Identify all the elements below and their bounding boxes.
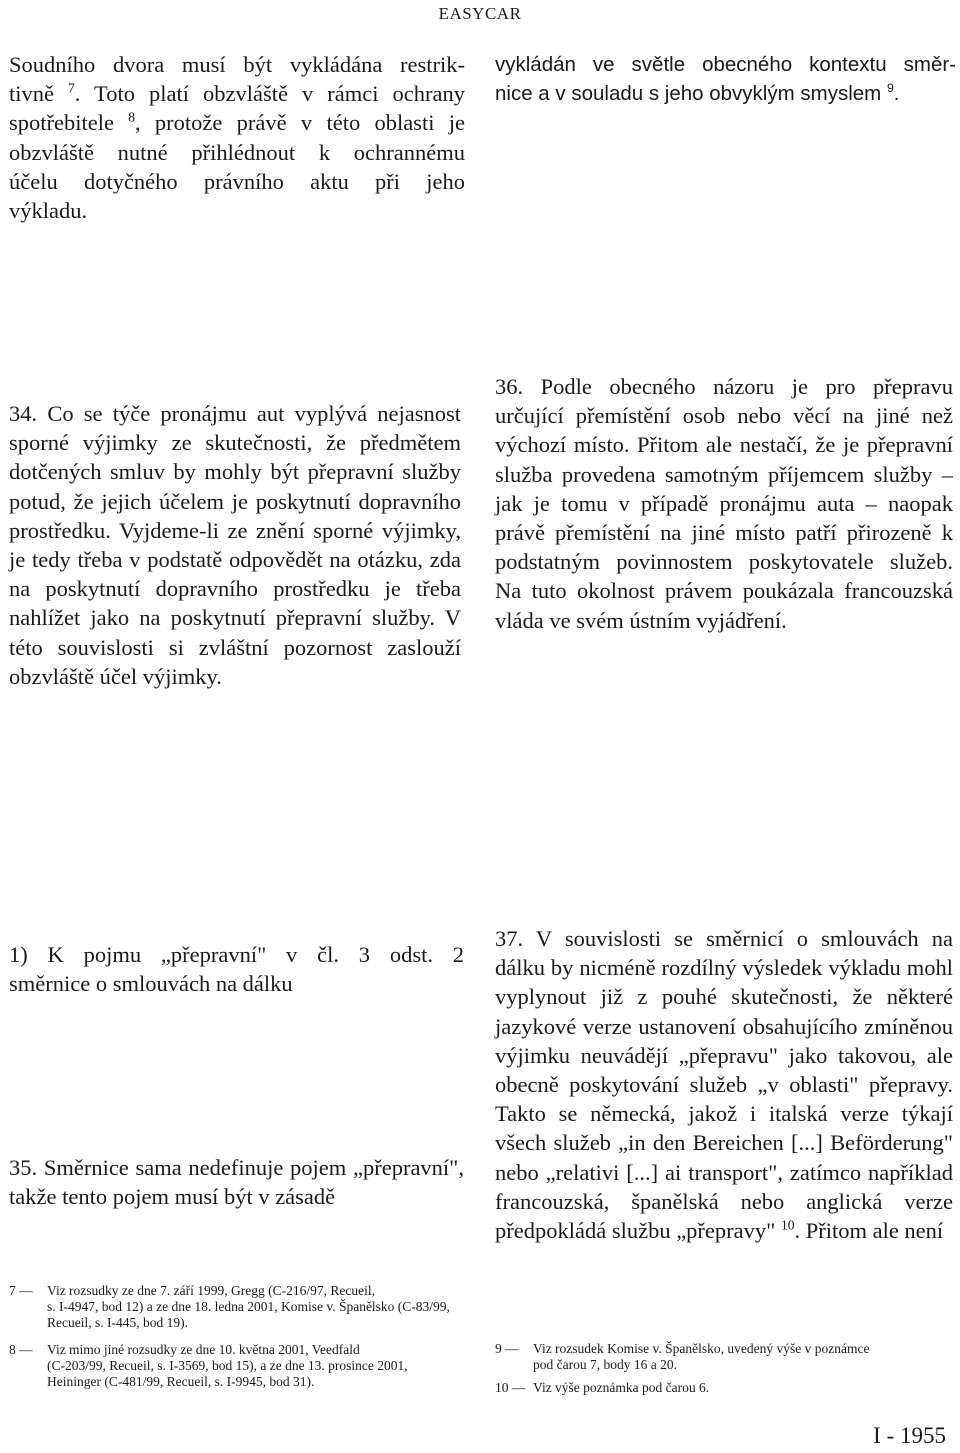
footnote-7: 7 — Viz rozsudky ze dne 7. září 1999, Gregg (C-216/97, Recueil, s. I-4947, bod 12) a ze dne 18. ledna 2001, Komise v. Španělsko (C-83/99, Recueil, s. I-445, bod 19). — [9, 1283, 450, 1330]
section-heading: 1) K pojmu „přepravní" v čl. 3 odst. 2 směrnice o smlouvách na dálku — [9, 942, 464, 997]
top-left-paragraph: Soudního dvora musí být vykládána restrik- tivně $^7$. Toto platí obzvláště v rámci ochrany spotřebitele $^8$, protože právě v této oblasti je obzvláště nutné přihlédnout k ochrannému účelu dotyčného právního aktu při jeho výkladu. — [9, 52, 465, 224]
paragraph-35: 35. Směrnice sama nedefinuje pojem „přepravní", takže tento pojem musí být v zásadě — [9, 1155, 464, 1210]
top-right-paragraph: vykládán ve světle obecného kontextu směr- nice a v souladu s jeho obvyklým smyslem $^9$. — [495, 53, 956, 106]
paragraph-37: 37. V souvislosti se směrnicí o smlouvách na dálku by nicméně rozdílný výsledek výkladu mohl vyplynout již z pouhé skutečnosti, že některé jazykové verze ustanovení obsahujícího zmíněnou výjimku neuvádějí „přepravu" jako takovou, ale obecně poskytování služeb „v oblasti" přepravy. Takto se německá, jakož i italská verze týkají všech služeb „in den Bereichen [...] Beförderung" nebo „relativi [...] ai transport", zatímco například francouzská, španělská nebo anglická verze předpokládá službu „přepravy" $^{10}$. Přitom ale není — [495, 926, 953, 1244]
running-header: EASYCAR — [438, 4, 522, 23]
footnote-9: 9 — Viz rozsudek Komise v. Španělsko, uvedený výše v poznámce pod čarou 7, body 16 a 20. — [495, 1341, 870, 1372]
page-number: I - 1955 — [873, 1423, 946, 1448]
paragraph-36: 36. Podle obecného názoru je pro přepravu určující přemístění osob nebo věcí na jiné než výchozí místo. Přitom ale nestačí, že je přepravní služba provedena samotným příjemcem služby – jak je tomu v případě pronájmu auta – naopak právě přemístění na jiné místo patří přirozeně k podstatným povinnostem poskytovatele služeb. Na tuto okolnost právem poukázala francouzská vláda ve svém ústním vyjádření. — [495, 374, 953, 633]
paragraph-34: 34. Co se týče pronájmu aut vyplývá nejasnost sporné výjimky ze skutečnosti, že předmětem dotčených smluv by mohly být přepravní služby potud, že jejich účelem je poskytnutí dopravního prostředku. Vyjdeme-li ze znění sporné výjimky, je tedy třeba v podstatě odpovědět na otázku, zda na poskytnutí dopravního prostředku je třeba nahlížet jako na poskytnutí přepravní služby. V této souvislosti si zvláštní pozornost zaslouží obzvláště účel výjimky. — [9, 401, 461, 689]
footnote-8: 8 — Viz mimo jiné rozsudky ze dne 10. května 2001, Veedfald (C-203/99, Recueil, s. I-3569, bod 15), a ze dne 13. prosince 2001, Heininger (C-481/99, Recueil, s. I-9945, bod 31). — [9, 1342, 408, 1389]
footnote-10: 10 — Viz výše poznámka pod čarou 6. — [495, 1380, 710, 1395]
